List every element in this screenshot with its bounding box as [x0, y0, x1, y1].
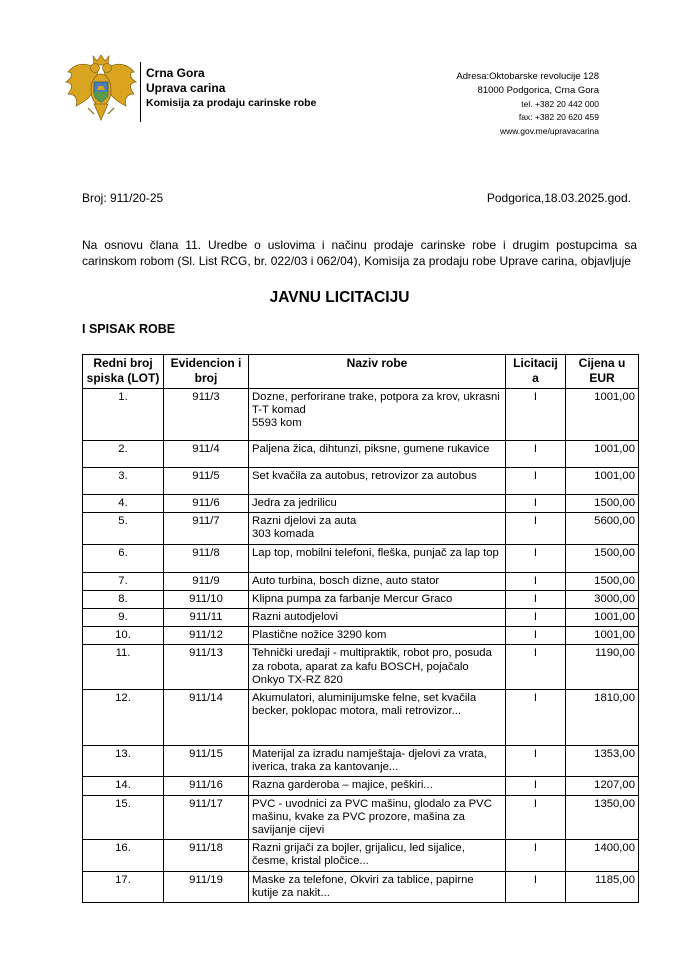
auction-cell: I [506, 495, 566, 513]
price-cell: 3000,00 [566, 590, 639, 608]
address-block [456, 70, 599, 139]
price-cell: 1400,00 [566, 840, 639, 871]
lot-cell: 15. [83, 795, 164, 840]
name-cell [249, 840, 506, 871]
evidence-cell: 911/18 [164, 840, 249, 871]
lot-cell: 6. [83, 544, 164, 572]
name-cell [249, 690, 506, 746]
item-name: Materijal za izradu namještaja- djelovi za vrata, iverica, traka za kantovanje... [252, 748, 487, 774]
name-cell [249, 609, 506, 627]
table-row [83, 777, 639, 795]
header-price: Cijena u EUR [566, 355, 639, 389]
name-cell [249, 871, 506, 902]
auction-cell: I [506, 609, 566, 627]
item-name: Jedra za jedrilicu [252, 497, 337, 509]
evidence-cell: 911/19 [164, 871, 249, 902]
item-name: Klipna pumpa za farbanje Mercur Graco [252, 592, 453, 605]
auction-cell: I [506, 645, 566, 690]
evidence-cell: 911/4 [164, 441, 249, 468]
price-cell: 1500,00 [566, 544, 639, 572]
table-row [83, 389, 639, 441]
price-cell: 1500,00 [566, 572, 639, 590]
name-cell [249, 389, 506, 441]
table-row [83, 871, 639, 902]
place-date: Podgorica,18.03.2025.god. [486, 191, 631, 205]
item-name: Auto turbina, bosch dizne, auto stator [252, 574, 440, 587]
price-cell: 1001,00 [566, 389, 639, 441]
lot-cell: 16. [83, 840, 164, 871]
auction-cell: I [506, 513, 566, 544]
table-row [83, 441, 639, 468]
org-agency: Uprava carina [146, 81, 226, 95]
item-name: Akumulatori, aluminijumske felne, set kvačila becker, poklopac motora, mali retrovizor... [252, 692, 477, 718]
item-name: Razni djelovi za auta [252, 515, 357, 528]
table-row [83, 840, 639, 871]
name-cell [249, 645, 506, 690]
name-cell [249, 590, 506, 608]
lot-cell: 14. [83, 777, 164, 795]
table-header-row [83, 355, 639, 389]
price-cell: 1185,00 [566, 871, 639, 902]
price-cell: 1001,00 [566, 627, 639, 645]
address-street: Adresa:Oktobarske revolucije 128 [456, 71, 599, 82]
table-row [83, 795, 639, 840]
evidence-cell: 911/16 [164, 777, 249, 795]
auction-cell: I [506, 746, 566, 777]
table-row [83, 495, 639, 513]
organization-block [146, 66, 316, 111]
name-cell [249, 468, 506, 495]
price-cell: 1001,00 [566, 468, 639, 495]
auction-cell: I [506, 690, 566, 746]
price-cell: 1810,00 [566, 690, 639, 746]
lot-cell: 3. [83, 468, 164, 495]
document-title: JAVNU LICITACIJU [269, 289, 410, 306]
lot-cell: 10. [83, 627, 164, 645]
header-divider [140, 62, 141, 122]
evidence-cell: 911/8 [164, 544, 249, 572]
item-quantity: 303 komada [252, 528, 315, 541]
header-name: Naziv robe [249, 355, 506, 389]
table-row [83, 590, 639, 608]
item-quantity: 5593 kom [252, 417, 302, 430]
evidence-cell: 911/17 [164, 795, 249, 840]
lot-cell: 8. [83, 590, 164, 608]
evidence-cell: 911/14 [164, 690, 249, 746]
table-row [83, 645, 639, 690]
header-auction: Licitacij a [506, 355, 566, 389]
price-cell: 1353,00 [566, 746, 639, 777]
auction-cell: I [506, 572, 566, 590]
evidence-cell: 911/3 [164, 389, 249, 441]
lot-cell: 2. [83, 441, 164, 468]
table-row [83, 690, 639, 746]
evidence-cell: 911/13 [164, 645, 249, 690]
item-name: Razni grijači za bojler, grijalicu, led sijalice, česme, kristal pločice... [252, 842, 465, 868]
table-row [83, 627, 639, 645]
lot-cell: 9. [83, 609, 164, 627]
auction-cell: I [506, 544, 566, 572]
table-row [83, 609, 639, 627]
auction-cell: I [506, 389, 566, 441]
auction-cell: I [506, 777, 566, 795]
header-evidence: Evidencion i broj [164, 355, 249, 389]
name-cell [249, 495, 506, 513]
org-commission: Komisija za prodaju carinske robe [146, 97, 317, 109]
auction-cell: I [506, 590, 566, 608]
name-cell [249, 544, 506, 572]
name-cell [249, 441, 506, 468]
lot-cell: 7. [83, 572, 164, 590]
name-cell [249, 795, 506, 840]
address-phone: tel. +382 20 442 000 [521, 98, 599, 109]
evidence-cell: 911/12 [164, 627, 249, 645]
auction-cell: I [506, 627, 566, 645]
lot-cell: 4. [83, 495, 164, 513]
item-name: Maske za telefone, Okviri za tablice, papirne kutije za nakit... [252, 873, 474, 899]
lot-cell: 1. [83, 389, 164, 441]
item-name: Razni autodjelovi [252, 611, 339, 624]
reference-number: Broj: 911/20-25 [82, 191, 164, 205]
name-cell [249, 572, 506, 590]
price-cell: 1001,00 [566, 609, 639, 627]
address-web: www.gov.me/upravacarina [499, 126, 599, 137]
name-cell [249, 627, 506, 645]
evidence-cell: 911/10 [164, 590, 249, 608]
price-cell: 1207,00 [566, 777, 639, 795]
lot-cell: 12. [83, 690, 164, 746]
price-cell: 1190,00 [566, 645, 639, 690]
intro-paragraph: Na osnovu člana 11. Uredbe o uslovima i načinu prodaje carinske robe i drugim postupcima sa carinskom robom (Sl. List RCG, br. 022/03 i 062/04), Komisija za prodaju robe Uprave carina, objavljuje [82, 238, 637, 269]
auction-cell: I [506, 441, 566, 468]
price-cell: 5600,00 [566, 513, 639, 544]
table-row [83, 544, 639, 572]
evidence-cell: 911/7 [164, 513, 249, 544]
item-name: PVC - uvodnici za PVC mašinu, glodalo za PVC mašinu, kvake za PVC prozore, mašina za savijanje cijevi [252, 797, 492, 837]
evidence-cell: 911/11 [164, 609, 249, 627]
section-title: I SPISAK ROBE [82, 322, 176, 336]
goods-table [82, 354, 639, 903]
lot-cell: 5. [83, 513, 164, 544]
org-country: Crna Gora [146, 66, 205, 80]
lot-cell: 11. [83, 645, 164, 690]
table-row [83, 572, 639, 590]
item-name: Lap top, mobilni telefoni, fleška, punjač za lap top [252, 546, 499, 559]
auction-cell: I [506, 468, 566, 495]
evidence-cell: 911/6 [164, 495, 249, 513]
price-cell: 1500,00 [566, 495, 639, 513]
table-row [83, 513, 639, 544]
address-city: 81000 Podgorica, Crna Gora [477, 84, 599, 96]
auction-cell: I [506, 795, 566, 840]
name-cell [249, 746, 506, 777]
name-cell [249, 777, 506, 795]
lot-cell: 17. [83, 871, 164, 902]
price-cell: 1350,00 [566, 795, 639, 840]
item-name: Set kvačila za autobus, retrovizor za autobus [252, 470, 477, 482]
auction-cell: I [506, 840, 566, 871]
evidence-cell: 911/9 [164, 572, 249, 590]
name-cell [249, 513, 506, 544]
evidence-cell: 911/15 [164, 746, 249, 777]
lot-cell: 13. [83, 746, 164, 777]
item-name: Paljena žica, dihtunzi, piksne, gumene rukavice [252, 443, 490, 455]
table-row [83, 746, 639, 777]
auction-cell: I [506, 871, 566, 902]
item-name: Tehnički uređaji - multipraktik, robot pro, posuda za robota, aparat za kafu BOSCH, pojačalo Onkyo TX-RZ 820 [252, 647, 492, 686]
coat-of-arms-icon [64, 52, 138, 126]
price-cell: 1001,00 [566, 441, 639, 468]
table-row [83, 468, 639, 495]
item-name: Razna garderoba – majice, peškiri... [252, 779, 433, 792]
address-fax: fax: +382 20 620 459 [518, 112, 599, 123]
evidence-cell: 911/5 [164, 468, 249, 495]
header-lot: Redni broj spiska (LOT) [83, 355, 164, 389]
item-name: Plastične nožice 3290 kom [252, 629, 387, 642]
item-name: Dozne, perforirane trake, potpora za krov, ukrasni T-T komad [252, 391, 500, 417]
